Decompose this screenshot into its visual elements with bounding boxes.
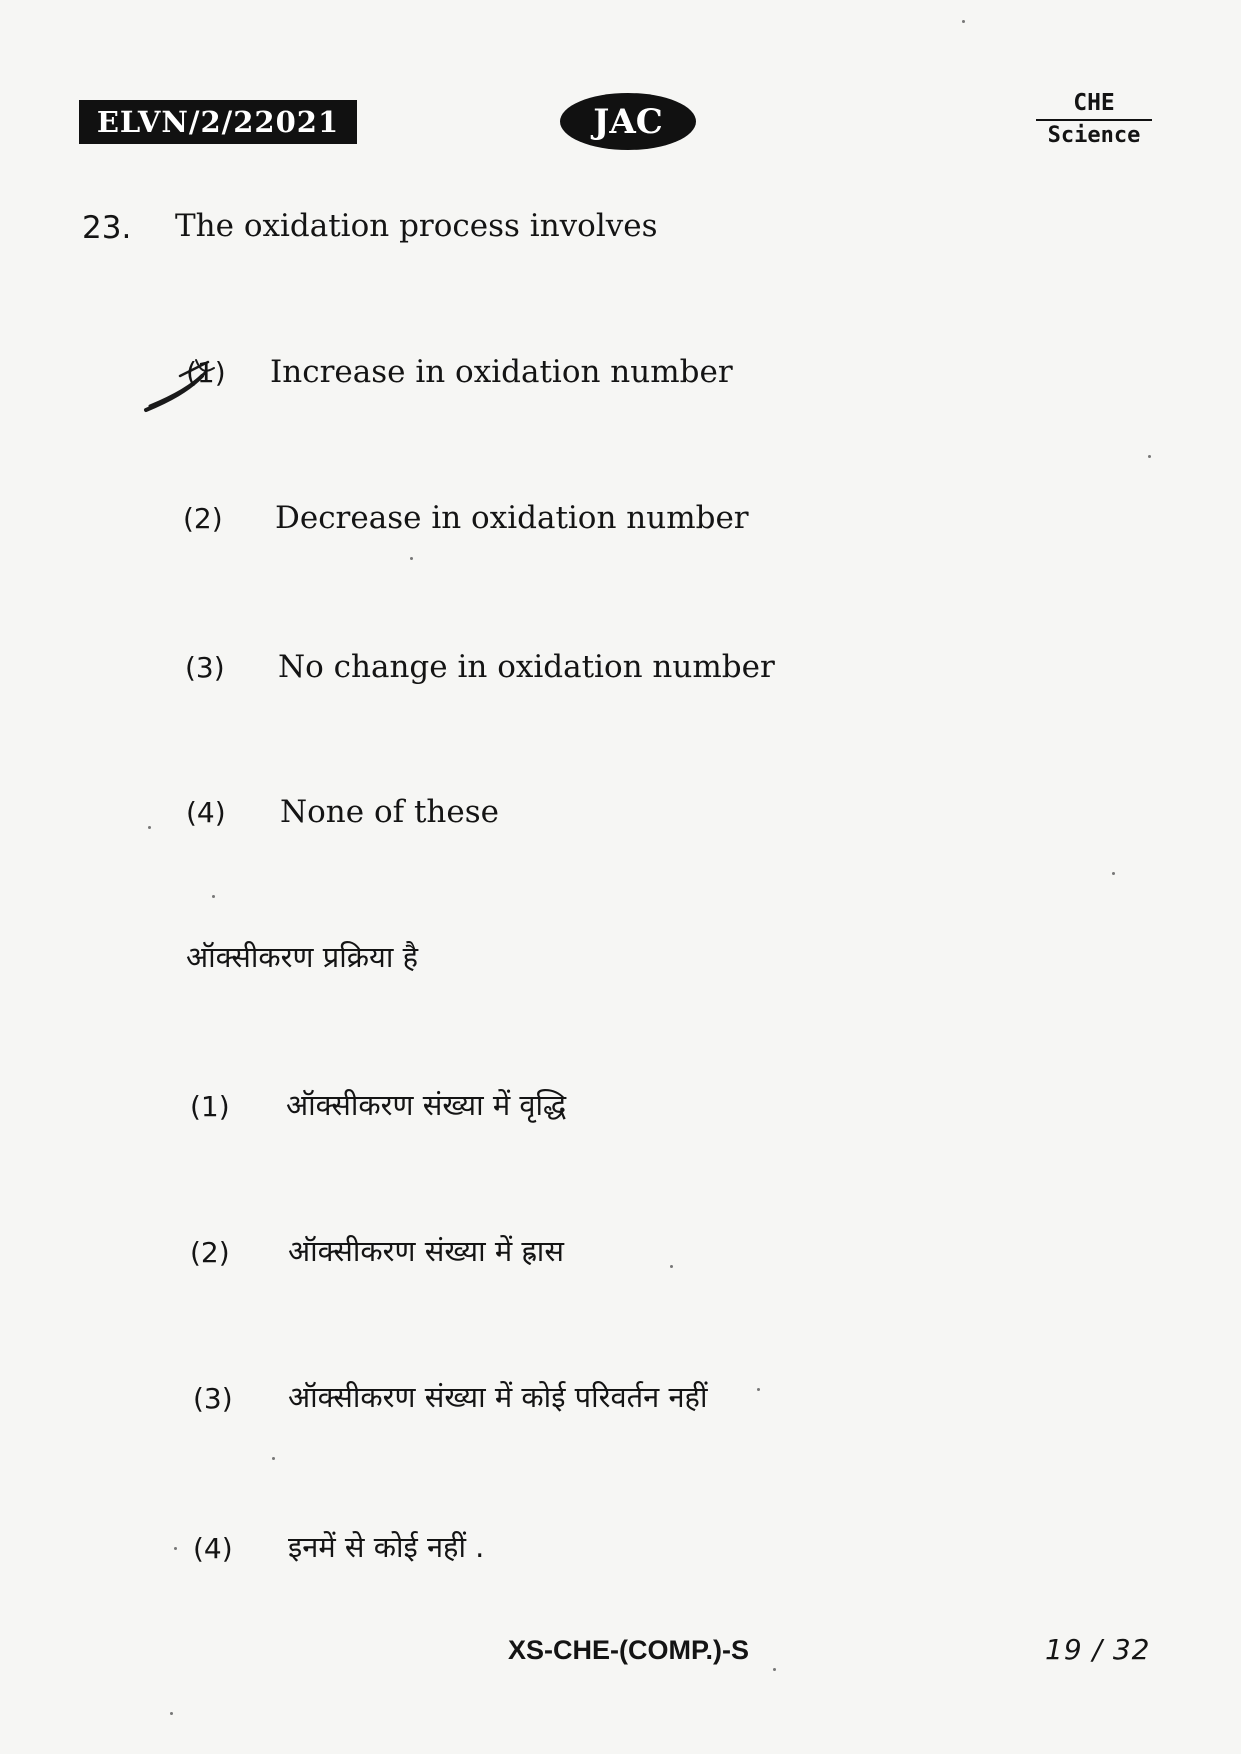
scan-speck (212, 895, 215, 898)
option-en-4-text: None of these (280, 794, 499, 830)
scan-speck (1148, 455, 1151, 458)
footer-paper-code: XS-CHE-(COMP.)-S (508, 1635, 750, 1665)
option-en-4-label: (4) (186, 796, 226, 829)
scan-speck (410, 557, 413, 560)
option-hi-3-label: (3) (193, 1382, 233, 1415)
question-number: 23. (82, 210, 132, 246)
scan-speck (170, 1712, 173, 1715)
logo-text: JAC (593, 101, 663, 142)
option-en-2-label: (2) (183, 502, 223, 535)
scan-speck (148, 826, 151, 829)
question-text-hindi: ऑक्सीकरण प्रक्रिया है (186, 940, 418, 974)
scan-speck (962, 20, 965, 23)
question-text-english: The oxidation process involves (175, 208, 658, 244)
option-hi-4-label: (4) (193, 1532, 233, 1565)
scan-speck (670, 1265, 673, 1268)
page-number: 19 / 32 (1045, 1633, 1151, 1666)
subject-fraction (1036, 92, 1152, 147)
paper-code: ELVN/2/22021 (96, 105, 340, 139)
scan-speck (272, 1457, 275, 1460)
option-hi-4-text: इनमें से कोई नहीं . (288, 1530, 485, 1564)
option-en-1-text: Increase in oxidation number (270, 354, 733, 390)
option-hi-3-text: ऑक्सीकरण संख्या में कोई परिवर्तन नहीं (288, 1380, 708, 1414)
paper-code-badge (79, 100, 357, 144)
scan-speck (174, 1547, 177, 1550)
option-hi-2-label: (2) (190, 1236, 230, 1269)
option-hi-2-text: ऑक्सीकरण संख्या में ह्रास (288, 1234, 564, 1268)
option-en-3-text: No change in oxidation number (278, 649, 775, 685)
jac-logo (560, 93, 696, 150)
scan-speck (773, 1668, 776, 1671)
option-en-2-text: Decrease in oxidation number (275, 500, 749, 536)
scan-speck (1112, 872, 1115, 875)
option-en-1-label: (1) (186, 356, 226, 389)
subject-name: Science (1047, 123, 1141, 148)
option-hi-1-text: ऑक्सीकरण संख्या में वृद्धि (286, 1088, 567, 1122)
option-hi-1-label: (1) (190, 1090, 230, 1123)
subject-code: CHE (1036, 92, 1152, 121)
scan-speck (757, 1388, 760, 1391)
option-en-3-label: (3) (185, 651, 225, 684)
